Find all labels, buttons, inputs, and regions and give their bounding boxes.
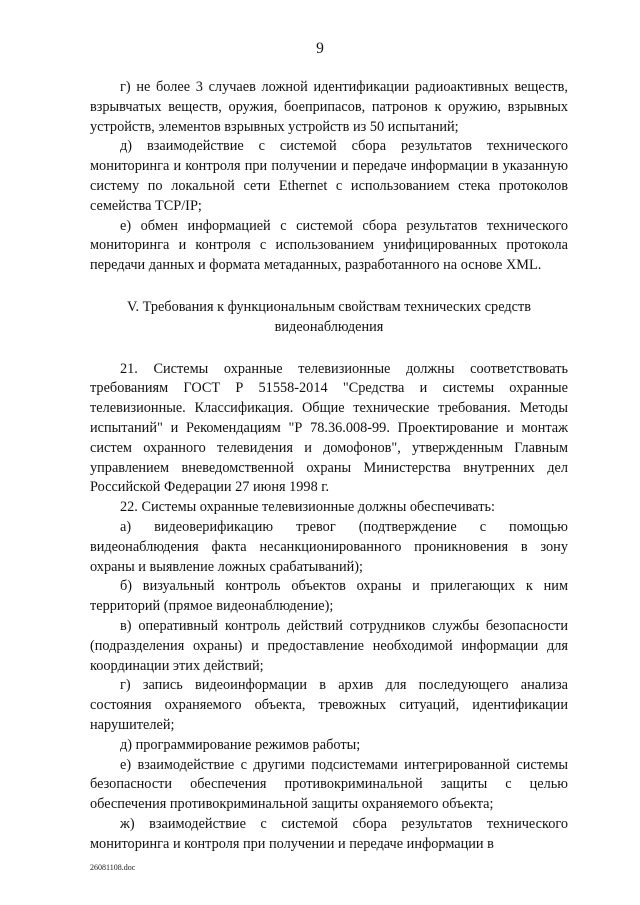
page-number: 9 — [316, 40, 324, 57]
paragraph-g-identification: г) не более 3 случаев ложной идентификации радиоактивных веществ, взрывчатых веществ, оружия, боеприпасов, патронов к оружию, взрывных устройств, элементов взрывных устройств из 50 испытаний; — [90, 79, 568, 135]
document-body — [90, 78, 568, 854]
paragraph-22-d: д) программирование режимов работы; — [120, 736, 361, 753]
paragraph-22-b: б) визуальный контроль объектов охраны и прилегающих к ним территорий (прямое видеонаблюдение); — [90, 578, 568, 615]
section-heading — [90, 298, 568, 338]
paragraph-22-v: в) оперативный контроль действий сотрудников службы безопасности (подразделения охраны) и предоставление необходимой информации для координации этих действий; — [90, 617, 568, 674]
paragraph-22-g: г) запись видеоинформации в архив для последующего анализа состояния охраняемого объекта, тревожных ситуаций, идентификации нарушителей; — [90, 677, 568, 733]
paragraph-e-exchange: е) обмен информацией с системой сбора результатов технического мониторинга и контроля с использованием унифицированных протокола передачи данных и формата метаданных, разработанного на основе XML. — [90, 217, 568, 274]
footer-filename: 26081108.doc — [90, 863, 136, 872]
paragraph-22-e: е) взаимодействие с другими подсистемами интегрированной системы безопасности обеспечения противокриминальной защиты с целью обеспечения противокриминальной защиты охраняемого объекта; — [90, 756, 568, 813]
paragraph-22-zh: ж) взаимодействие с системой сбора результатов технического мониторинга и контроля при получении и передаче информации в — [90, 815, 568, 852]
section-heading-line1: V. Требования к функциональным свойствам технических средств — [127, 298, 531, 315]
paragraph-21: 21. Системы охранные телевизионные должны соответствовать требованиям ГОСТ Р 51558-2014 "Средства и системы охранные телевизионные. Классификация. Общие технические требования. Методы испытаний" и Рекомендациям "Р 78.36.008-99. Проектирование и монтаж систем охранного телевидения и домофонов", утвержденным Главным управлением вневедомственной охраны Министерства внутренних дел Российской Федерации 27 июня 1998 г. — [90, 360, 568, 496]
paragraph-d-interaction: д) взаимодействие с системой сбора результатов технического мониторинга и контроля при получении и передаче информации в указанную систему по локальной сети Ethernet с использованием стека протоколов семейства TCP/IP; — [90, 138, 568, 214]
paragraph-22-a: а) видеоверификацию тревог (подтверждение с помощью видеонаблюдения факта несанкционированного проникновения в зону охраны и выявление ложных срабатываний); — [90, 518, 568, 575]
section-heading-line2: видеонаблюдения — [274, 318, 384, 335]
paragraph-22: 22. Системы охранные телевизионные должны обеспечивать: — [120, 499, 495, 516]
